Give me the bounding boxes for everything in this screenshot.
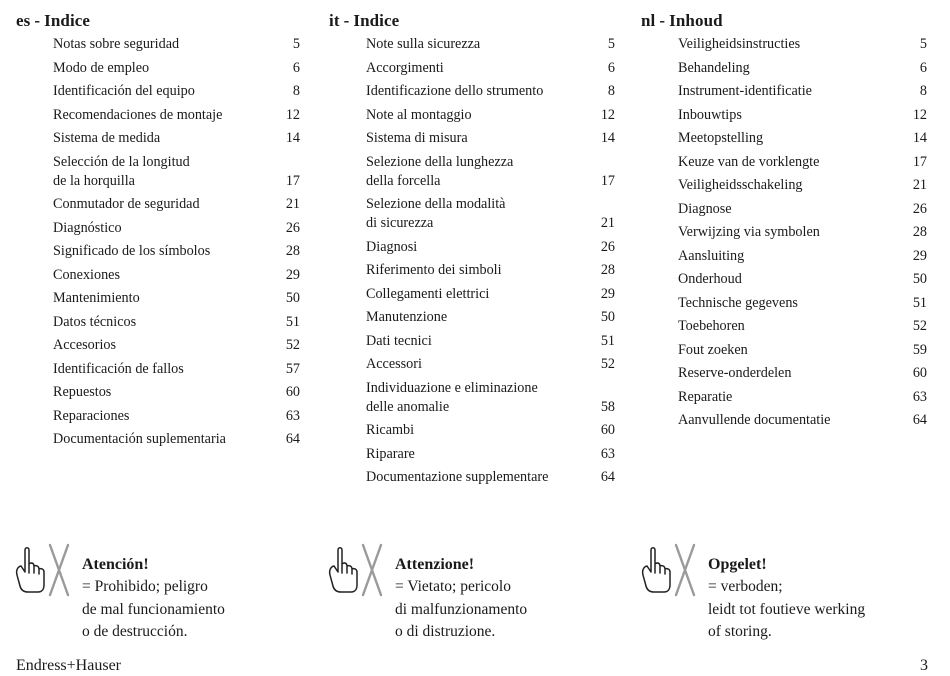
toc-entry-page: 51 — [285, 313, 300, 330]
toc-entry-label: Sistema di misura — [366, 130, 468, 146]
toc-entry[interactable] — [678, 411, 927, 430]
toc-entry-label: Veiligheidsinstructies — [678, 36, 801, 52]
toc-entry[interactable] — [366, 153, 615, 191]
toc-entry-label: Collegamenti elettrici — [366, 285, 490, 302]
toc-entry-label: Documentación suplementaria — [53, 431, 226, 447]
section-title: Indice — [44, 11, 91, 30]
toc-entry[interactable] — [366, 106, 615, 125]
toc-entry-page: 26 — [600, 238, 615, 255]
index-column-nl — [641, 10, 927, 435]
toc-entry-page: 26 — [912, 200, 927, 217]
toc-entry-page: 59 — [912, 341, 927, 358]
toc-entry-page: 57 — [285, 360, 300, 377]
toc-entry[interactable] — [366, 261, 615, 280]
toc-entry-page: 26 — [285, 219, 300, 236]
toc-entry[interactable] — [678, 388, 927, 407]
prohibited-hand-icon — [638, 542, 700, 598]
toc-entry-label: Inbouwtips — [678, 106, 742, 123]
toc-entry-label: Dati tecnici — [366, 332, 432, 349]
toc-entry-label: Reparatie — [678, 388, 733, 405]
warning-title: Attenzione! — [395, 556, 475, 573]
toc-entry-page: 60 — [285, 384, 300, 400]
toc-entry-page: 58 — [600, 398, 615, 415]
toc-entry[interactable] — [53, 430, 300, 449]
toc-entry-label: Riparare — [366, 445, 415, 462]
page-number: 3 — [920, 657, 928, 674]
toc-entry[interactable] — [53, 35, 300, 54]
toc-entry[interactable] — [53, 360, 300, 379]
toc-entry-page: 17 — [912, 153, 927, 170]
toc-entry-page: 51 — [912, 294, 927, 311]
toc-entry-label: Repuestos — [53, 384, 112, 400]
toc-entry[interactable] — [678, 106, 927, 125]
toc-entry-page: 28 — [600, 262, 615, 278]
toc-entry-label: Conexiones — [53, 266, 120, 283]
toc-entry[interactable] — [53, 59, 300, 78]
toc-entry-label: Modo de empleo — [53, 59, 150, 76]
warning-line: of storing. — [708, 623, 772, 640]
toc-entry[interactable] — [678, 341, 927, 360]
toc-entry[interactable] — [678, 247, 927, 266]
section-heading-es: es - Indice — [16, 11, 91, 30]
toc-entry-label: Identificazione dello strumento — [366, 83, 544, 99]
toc-entry-label: Identificación de fallos — [53, 360, 184, 377]
toc-entry-page: 63 — [912, 388, 927, 405]
toc-entry[interactable] — [53, 153, 300, 191]
toc-entry[interactable] — [53, 195, 300, 214]
toc-entry-page: 21 — [912, 177, 927, 193]
index-column-it — [329, 10, 615, 492]
warning-line: = Vietato; pericolo — [395, 578, 511, 595]
toc-entry-label: Note al montaggio — [366, 106, 472, 123]
toc-entry-page: 64 — [285, 431, 300, 447]
toc-entry-page: 5 — [607, 36, 615, 52]
toc-entry-label: Diagnóstico — [53, 219, 122, 236]
toc-entry-label: Aanvullende documentatie — [678, 412, 831, 428]
toc-entry-label: Documentazione supplementare — [366, 469, 549, 485]
toc-entry-page: 14 — [285, 130, 300, 146]
toc-entry[interactable] — [366, 35, 615, 54]
toc-entry-page: 14 — [912, 130, 927, 146]
toc-entry-label: Note sulla sicurezza — [366, 36, 481, 52]
toc-entry-page: 8 — [919, 83, 927, 99]
toc-entry[interactable] — [53, 313, 300, 332]
toc-entry-label: Conmutador de seguridad — [53, 196, 200, 212]
toc-entry-page: 29 — [600, 285, 615, 302]
toc-entry[interactable] — [366, 238, 615, 257]
section-title: Indice — [353, 11, 400, 30]
warning-line: di malfunzionamento — [395, 600, 528, 618]
toc-entry-label: Accorgimenti — [366, 59, 444, 76]
warning-line: o de destrucción. — [82, 623, 188, 640]
toc-entry-page: 52 — [912, 318, 927, 334]
toc-entry-page: 64 — [912, 412, 927, 428]
toc-entry-page: 6 — [607, 59, 615, 76]
toc-entry-label: Accesorios — [53, 337, 117, 353]
toc-entry[interactable] — [366, 355, 615, 374]
toc-entry-label: Recomendaciones de montaje — [53, 106, 223, 123]
toc-entry-page: 60 — [912, 365, 927, 381]
toc-list-it — [329, 35, 615, 487]
language-code: es — [16, 11, 31, 30]
toc-entry[interactable] — [366, 445, 615, 464]
toc-entry-page: 60 — [600, 422, 615, 438]
toc-entry[interactable] — [678, 59, 927, 78]
toc-entry-page: 14 — [600, 130, 615, 146]
prohibited-hand-icon — [325, 542, 387, 598]
toc-entry-label: Reparaciones — [53, 407, 130, 424]
toc-entry-label: Ricambi — [366, 422, 415, 438]
toc-entry[interactable] — [678, 82, 927, 101]
toc-entry-label: Selezione della lunghezza della forcella — [366, 153, 514, 189]
toc-entry-page: 50 — [912, 271, 927, 287]
toc-entry-page: 64 — [600, 469, 615, 485]
toc-entry-label: Mantenimiento — [53, 290, 140, 306]
toc-entry-page: 50 — [600, 309, 615, 325]
toc-entry[interactable] — [366, 421, 615, 440]
warning-line: leidt tot foutieve werking — [708, 600, 866, 618]
toc-entry-page: 63 — [285, 407, 300, 424]
toc-entry-label: Datos técnicos — [53, 313, 137, 330]
toc-entry[interactable] — [678, 270, 927, 289]
toc-entry-label: Selección de la longitud de la horquilla — [53, 153, 190, 189]
toc-entry-label: Individuazione e eliminazione delle anomalie — [366, 379, 538, 415]
toc-entry-label: Accessori — [366, 356, 422, 372]
toc-entry[interactable] — [678, 294, 927, 313]
toc-entry[interactable] — [53, 129, 300, 148]
toc-entry-page: 5 — [919, 36, 927, 52]
toc-entry-page: 12 — [285, 106, 300, 123]
toc-entry[interactable] — [366, 468, 615, 487]
toc-entry[interactable] — [366, 59, 615, 78]
toc-entry-label: Aansluiting — [678, 247, 745, 264]
warning-title: Atención! — [82, 556, 149, 573]
toc-entry-page: 51 — [600, 332, 615, 349]
toc-entry-page: 52 — [600, 356, 615, 372]
toc-entry[interactable] — [366, 379, 615, 417]
warning-line: de mal funcionamiento — [82, 600, 225, 618]
toc-entry-label: Reserve-onderdelen — [678, 365, 792, 381]
toc-entry[interactable] — [366, 195, 615, 233]
toc-entry[interactable] — [678, 364, 927, 383]
toc-list-es — [16, 35, 300, 449]
section-heading-it: it - Indice — [329, 11, 400, 30]
toc-entry[interactable] — [53, 336, 300, 355]
toc-entry-label: Sistema de medida — [53, 130, 161, 146]
toc-entry-page: 6 — [919, 59, 927, 76]
toc-entry-label: Riferimento dei simboli — [366, 262, 502, 278]
toc-entry-page: 8 — [292, 83, 300, 99]
toc-entry-page: 29 — [912, 247, 927, 264]
warning-line: o di distruzione. — [395, 623, 496, 640]
toc-entry-label: Technische gegevens — [678, 294, 798, 311]
toc-entry-page: 21 — [600, 215, 615, 231]
section-heading-nl: nl - Inhoud — [641, 11, 723, 30]
toc-entry[interactable] — [678, 176, 927, 195]
toc-entry-page: 12 — [600, 106, 615, 123]
toc-entry[interactable] — [678, 153, 927, 172]
toc-entry[interactable] — [678, 317, 927, 336]
toc-entry-label: Diagnose — [678, 200, 732, 217]
section-title: Inhoud — [669, 11, 723, 30]
toc-entry-label: Meetopstelling — [678, 130, 764, 146]
toc-entry-page: 28 — [285, 243, 300, 259]
toc-entry[interactable] — [53, 219, 300, 238]
toc-entry[interactable] — [53, 266, 300, 285]
toc-entry-label: Selezione della modalità di sicurezza — [366, 196, 506, 231]
toc-entry[interactable] — [53, 289, 300, 308]
language-code: nl — [641, 11, 656, 30]
warning-title: Opgelet! — [708, 556, 767, 573]
toc-entry[interactable] — [53, 106, 300, 125]
toc-entry-label: Identificación del equipo — [53, 83, 195, 99]
toc-entry[interactable] — [678, 223, 927, 242]
toc-entry-page: 8 — [607, 83, 615, 99]
toc-entry-page: 52 — [285, 337, 300, 353]
toc-entry-label: Diagnosi — [366, 238, 418, 255]
toc-entry-page: 28 — [912, 224, 927, 240]
index-column-es — [16, 10, 300, 454]
toc-entry-label: Instrument-identificatie — [678, 83, 812, 99]
toc-entry[interactable] — [53, 407, 300, 426]
toc-entry[interactable] — [366, 129, 615, 148]
toc-entry[interactable] — [366, 332, 615, 351]
toc-entry-label: Notas sobre seguridad — [53, 36, 180, 52]
toc-entry-label: Fout zoeken — [678, 341, 748, 358]
toc-entry[interactable] — [53, 383, 300, 402]
toc-entry-page: 12 — [912, 106, 927, 123]
toc-entry-page: 17 — [600, 172, 615, 189]
toc-entry-label: Keuze van de vorklengte — [678, 153, 820, 170]
toc-entry[interactable] — [366, 285, 615, 304]
toc-entry-page: 5 — [292, 36, 300, 52]
toc-entry[interactable] — [53, 242, 300, 261]
toc-entry[interactable] — [366, 308, 615, 327]
toc-entry-label: Toebehoren — [678, 318, 745, 334]
toc-list-nl — [641, 35, 927, 430]
prohibited-hand-icon — [12, 542, 74, 598]
warning-line: = verboden; — [708, 578, 783, 595]
toc-entry-page: 50 — [285, 290, 300, 306]
toc-entry-label: Veiligheidsschakeling — [678, 177, 803, 193]
toc-entry[interactable] — [678, 200, 927, 219]
toc-entry-label: Manutenzione — [366, 309, 448, 325]
toc-entry-label: Behandeling — [678, 59, 750, 76]
toc-entry-page: 6 — [292, 59, 300, 76]
footer-brand: Endress+Hauser — [16, 657, 121, 674]
toc-entry-label: Verwijzing via symbolen — [678, 224, 820, 240]
language-code: it — [329, 11, 340, 30]
warning-line: = Prohibido; peligro — [82, 578, 208, 595]
toc-entry[interactable] — [53, 82, 300, 101]
toc-entry[interactable] — [678, 35, 927, 54]
toc-entry-page: 29 — [285, 266, 300, 283]
toc-entry-page: 21 — [285, 196, 300, 212]
toc-entry[interactable] — [366, 82, 615, 101]
toc-entry-page: 63 — [600, 445, 615, 462]
toc-entry-label: Significado de los símbolos — [53, 243, 211, 259]
toc-entry-label: Onderhoud — [678, 271, 742, 287]
toc-entry-page: 17 — [285, 172, 300, 189]
toc-entry[interactable] — [678, 129, 927, 148]
